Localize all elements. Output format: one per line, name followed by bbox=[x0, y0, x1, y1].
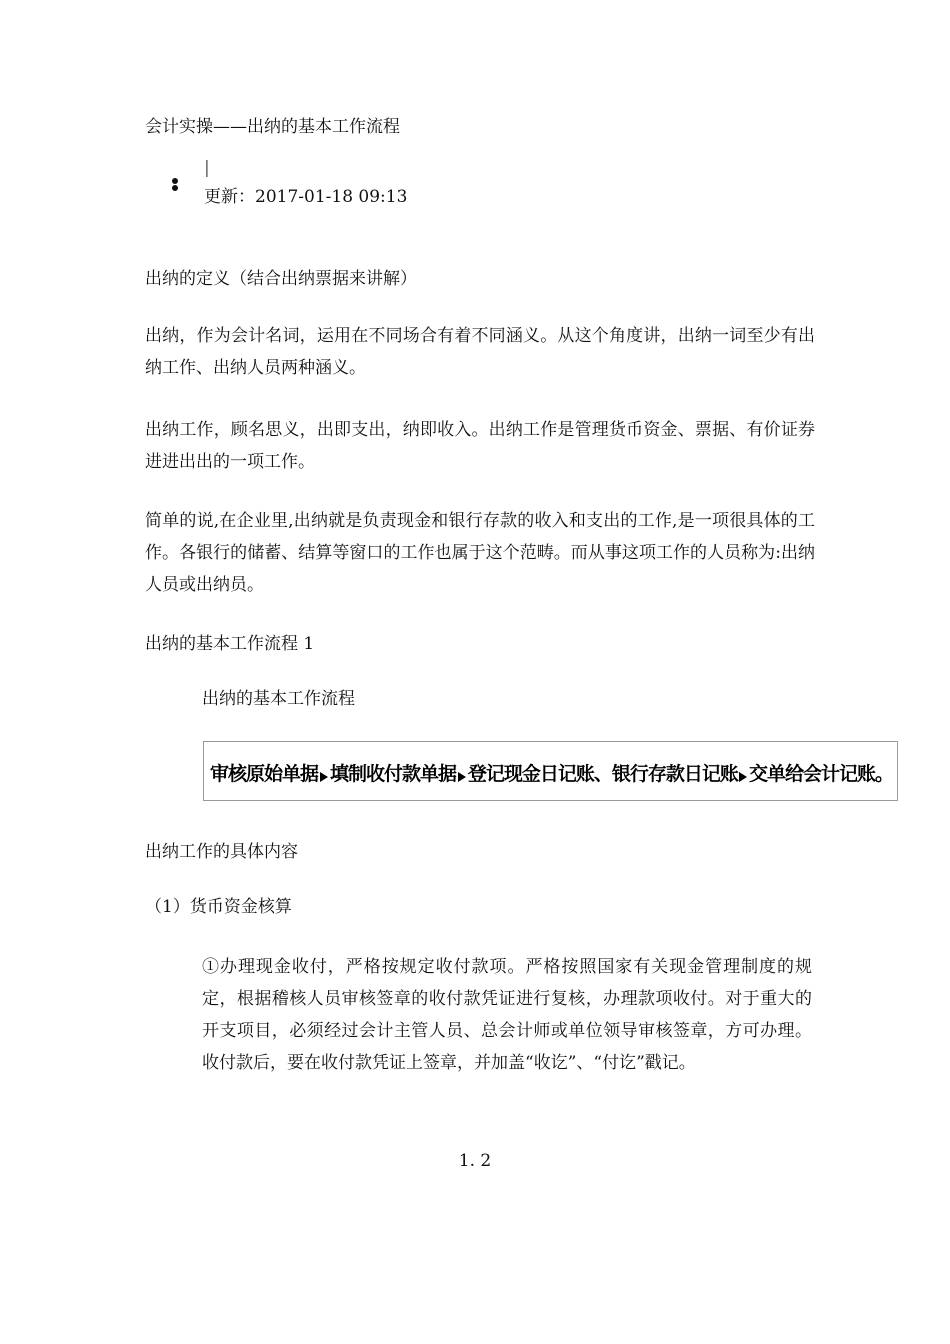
flow-step-3: 登记现金日记账、银行存款日记账 bbox=[467, 762, 738, 785]
flow-step-1: 审核原始单据 bbox=[210, 762, 319, 785]
paragraph-definition-3: 简单的说,在企业里,出纳就是负责现金和银行存款的收入和支出的工作,是一项很具体的工作。各银行的储蓄、结算等窗口的工作也属于这个范畴。而从事这项工作的人员称为:出纳人员或出纳员。 bbox=[145, 511, 815, 595]
meta-separator: | bbox=[204, 158, 210, 178]
doc-title: 会计实操——出纳的基本工作流程 bbox=[145, 117, 400, 137]
paragraph-definition-2: 出纳工作，顾名思义，出即支出，纳即收入。出纳工作是管理货币资金、票据、有价证券进进出出的一项工作。 bbox=[145, 420, 815, 472]
bullet-icon bbox=[172, 185, 178, 191]
workflow-caption: 出纳的基本工作流程 bbox=[202, 689, 355, 709]
section-heading-definition: 出纳的定义（结合出纳票据来讲解） bbox=[145, 269, 417, 289]
section-heading-content: 出纳工作的具体内容 bbox=[145, 842, 298, 862]
page-number: 1. 2 bbox=[458, 1151, 492, 1171]
arrow-right-icon bbox=[320, 762, 328, 782]
section-heading-workflow: 出纳的基本工作流程 1 bbox=[145, 634, 315, 654]
flow-step-2: 填制收付款单据 bbox=[329, 762, 456, 785]
workflow-steps bbox=[210, 758, 893, 786]
paragraph-cash-handling: ①办理现金收付，严格按规定收付款项。严格按照国家有关现金管理制度的规定，根据稽核人员审核签章的收付款凭证进行复核，办理款项收付。对于重大的开支项目，必须经过会计主管人员、总会计师或单位领导审核签章，方可办理。收付款后，要在收付款凭证上签章，并加盖“收讫”、“付讫”戳记。 bbox=[202, 957, 812, 1073]
arrow-right-icon bbox=[740, 762, 747, 782]
flow-step-4: 交单给会计记账。 bbox=[748, 762, 893, 785]
bullet-icon bbox=[172, 178, 178, 184]
paragraph-definition-1: 出纳，作为会计名词，运用在不同场合有着不同涵义。从这个角度讲，出纳一词至少有出纳工作、出纳人员两种涵义。 bbox=[145, 326, 815, 378]
arrow-right-icon bbox=[458, 762, 466, 782]
updated-timestamp: 更新：2017-01-18 09:13 bbox=[204, 187, 408, 207]
subsection-heading-cash: （1）货币资金核算 bbox=[145, 897, 292, 917]
workflow-diagram bbox=[203, 741, 898, 801]
